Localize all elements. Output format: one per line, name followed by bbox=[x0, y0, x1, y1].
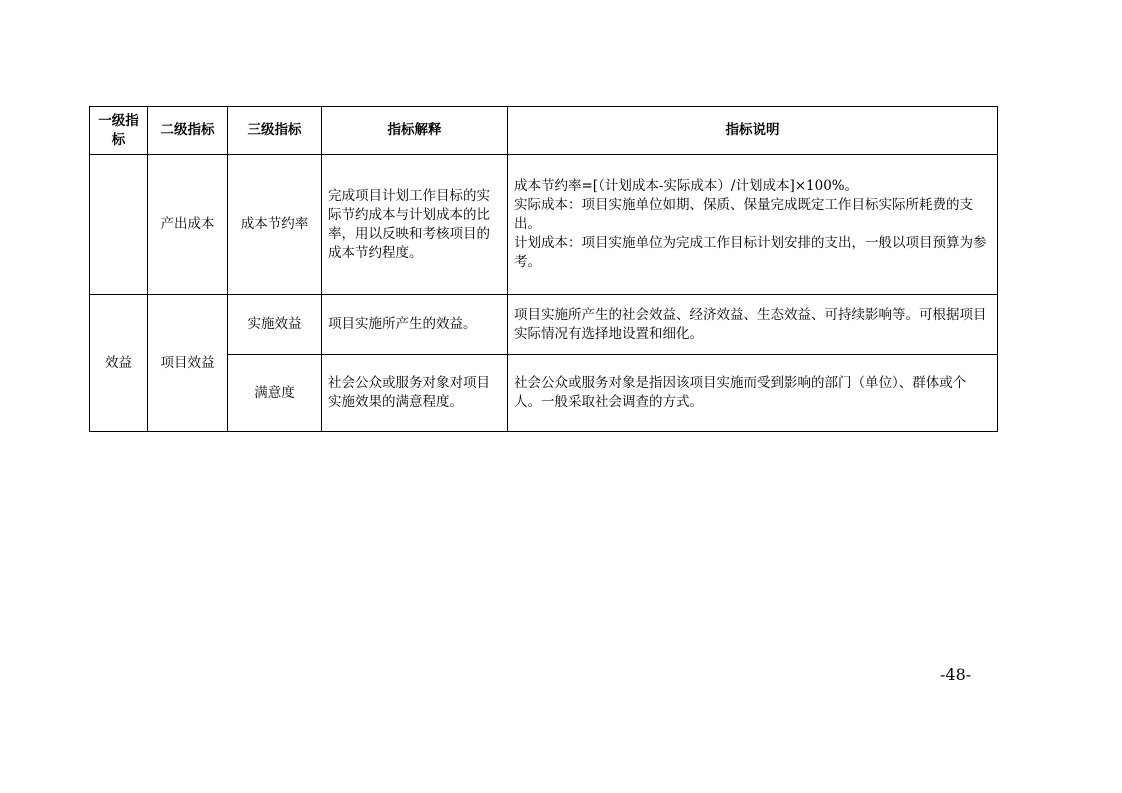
cell-level2: 产出成本 bbox=[148, 155, 228, 295]
page-number: -48- bbox=[940, 665, 972, 684]
cell-explanation: 完成项目计划工作目标的实际节约成本与计划成本的比率，用以反映和考核项目的成本节约程度。 bbox=[322, 155, 508, 295]
cell-explanation: 项目实施所产生的效益。 bbox=[322, 295, 508, 355]
cell-explanation: 社会公众或服务对象对项目实施效果的满意程度。 bbox=[322, 355, 508, 432]
header-level1: 一级指标 bbox=[90, 107, 148, 155]
cell-level3: 成本节约率 bbox=[228, 155, 322, 295]
cell-description bbox=[508, 155, 998, 295]
description-line: 实际成本：项目实施单位如期、保质、保量完成既定工作目标实际所耗费的支出。 bbox=[514, 197, 973, 232]
cell-description bbox=[508, 355, 998, 432]
cell-level3: 实施效益 bbox=[228, 295, 322, 355]
description-line: 成本节约率=[（计划成本-实际成本）/计划成本]×100%。 bbox=[514, 178, 859, 194]
header-level2: 二级指标 bbox=[148, 107, 228, 155]
header-explanation: 指标解释 bbox=[322, 107, 508, 155]
header-description: 指标说明 bbox=[508, 107, 998, 155]
table-header-row bbox=[90, 107, 998, 155]
cell-level3: 满意度 bbox=[228, 355, 322, 432]
header-level3: 三级指标 bbox=[228, 107, 322, 155]
table-row bbox=[90, 155, 998, 295]
cell-level1-empty bbox=[90, 155, 148, 295]
cell-description bbox=[508, 295, 998, 355]
cell-level2: 项目效益 bbox=[148, 295, 228, 432]
indicator-table bbox=[89, 106, 998, 432]
table-row bbox=[90, 295, 998, 355]
description-line: 项目实施所产生的社会效益、经济效益、生态效益、可持续影响等。可根据项目实际情况有选择地设置和细化。 bbox=[514, 306, 987, 342]
description-line: 计划成本：项目实施单位为完成工作目标计划安排的支出，一般以项目预算为参考。 bbox=[514, 235, 987, 270]
cell-level1: 效益 bbox=[90, 295, 148, 432]
description-line: 社会公众或服务对象是指因该项目实施而受到影响的部门（单位）、群体或个人。一般采取社会调查的方式。 bbox=[514, 375, 967, 410]
